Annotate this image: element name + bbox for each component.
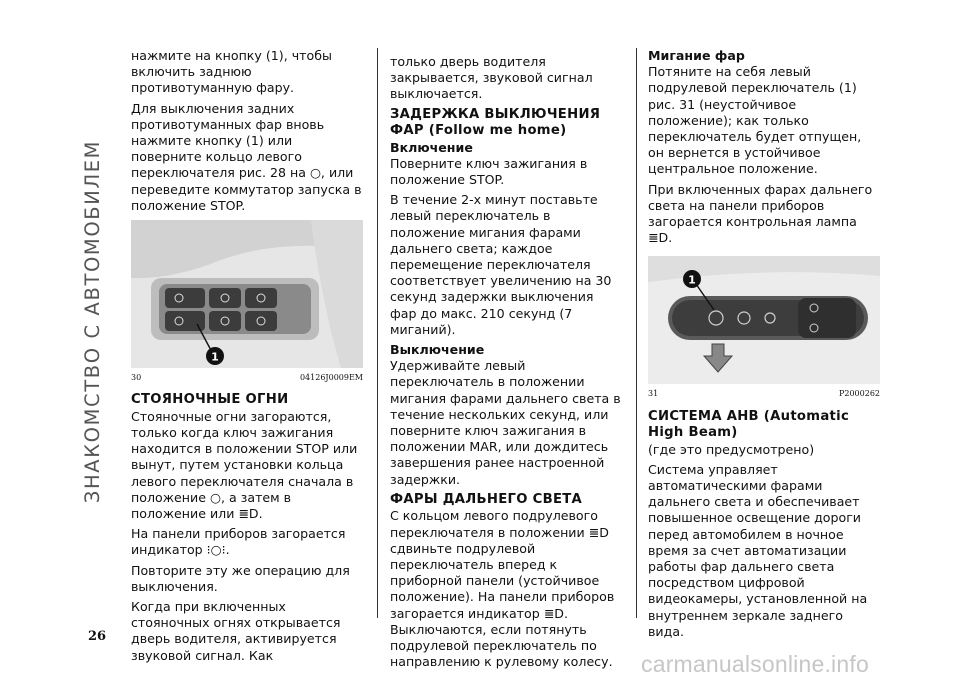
- subheading-deactivation: Выключение: [390, 342, 485, 358]
- figure-number: 30: [131, 373, 142, 383]
- figure-31-stalk-switch: [648, 256, 880, 384]
- figure-31-illustration: [648, 256, 880, 384]
- figure-30-illustration: [131, 220, 363, 368]
- subheading-headlight-flash: Мигание фар: [648, 48, 745, 63]
- figure-number: 31: [648, 389, 659, 399]
- paragraph: Удерживайте левый переключатель в положении мигания фарами дальнего света в течение нескольких секунд, или поверните ключ зажигания в положении MAR, или дождитесь завершения ранее настроенной задержки.: [390, 358, 621, 487]
- watermark: carmanualsonline.info: [641, 651, 869, 677]
- paragraph: нажмите на кнопку (1), чтобы включить заднюю противотуманную фару.: [131, 48, 332, 96]
- subheading-activation: Включение: [390, 139, 473, 155]
- callout-1-label: 1: [688, 273, 696, 287]
- column-1: [131, 48, 363, 668]
- paragraph: Когда при включенных стояночных огнях открывается дверь водителя, активируется звуковой сигнал. Как: [131, 598, 341, 663]
- section-heading-ahb: СИСТЕМА AHB (Automatic High Beam): [648, 408, 850, 441]
- column-divider: [636, 48, 637, 618]
- paragraph: (где это предусмотрено): [648, 441, 815, 457]
- chapter-side-title: [80, 36, 106, 606]
- paragraph: Поверните ключ зажигания в положение STOP.: [390, 155, 588, 188]
- figure-30-light-switch-panel: [131, 220, 363, 368]
- column-2: [390, 54, 622, 674]
- figure-code: P2000262: [838, 389, 880, 399]
- paragraph: При включенных фарах дальнего света на панели приборов загорается контрольная лампа ≣D.: [648, 181, 873, 246]
- paragraph: С кольцом левого подрулевого переключателя в положении ≣D сдвиньте подрулевой переключатель вперед к приборной панели (устойчивое положение). На панели приборов загорается индикатор ≣D. Выключаются, если потянуть подрулевой переключатель по направлению к рулевому колесу.: [390, 508, 615, 670]
- chapter-side-title-text: ЗНАКОМСТВО С АВТОМОБИЛЕМ: [81, 139, 105, 503]
- paragraph: только дверь водителя закрывается, звуковой сигнал выключается.: [390, 54, 593, 102]
- paragraph: Потяните на себя левый подрулевой переключатель (1) рис. 31 (неустойчивое положение); как только переключатель будет отпущен, он вернется в устойчивое центральное положение.: [648, 64, 862, 177]
- paragraph: Стояночные огни загораются, только когда ключ зажигания находится в положении STOP или вынут, путем установки кольца левого переключателя сначала в положение ○, а затем в положение или ≣D.: [131, 408, 358, 521]
- figure-code: 04126J0009EM: [299, 373, 363, 383]
- paragraph: Повторите эту же операцию для выключения.: [131, 562, 350, 594]
- paragraph: В течение 2-х минут поставьте левый переключатель в положение мигания фарами дальнего света; каждое перемещение переключателя соответствует увеличению на 30 секунд задержки выключения фар до макс. 210 секунд (7 миганий).: [390, 192, 612, 337]
- column-3: [648, 48, 880, 644]
- section-heading-parking-lights: СТОЯНОЧНЫЕ ОГНИ: [131, 392, 289, 408]
- paragraph: На панели приборов загорается индикатор ⁝○⁝.: [131, 526, 346, 558]
- page-number: 26: [88, 629, 107, 644]
- section-heading-high-beam: ФАРЫ ДАЛЬНЕГО СВЕТА: [390, 491, 583, 507]
- figure-31-caption: [648, 386, 880, 402]
- paragraph: Для выключения задних противотуманных фар вновь нажмите кнопку (1) или поверните кольцо левого переключателя рис. 28 на ○, или переведите коммутатор запуска в положение STOP.: [131, 100, 362, 213]
- paragraph: Система управляет автоматическими фарами дальнего света и обеспечивает повышенное освещение дороги перед автомобилем в ночное время за счет автоматизации работы фар дальнего света посредством цифровой видеокамеры, установленной на внутреннем зеркале заднего вида.: [648, 461, 868, 639]
- figure-30-caption: [131, 370, 363, 386]
- column-divider: [377, 48, 378, 618]
- callout-1-label: 1: [211, 350, 219, 364]
- section-heading-follow-me-home: ЗАДЕРЖКА ВЫКЛЮЧЕНИЯ ФАР (Follow me home): [390, 106, 601, 139]
